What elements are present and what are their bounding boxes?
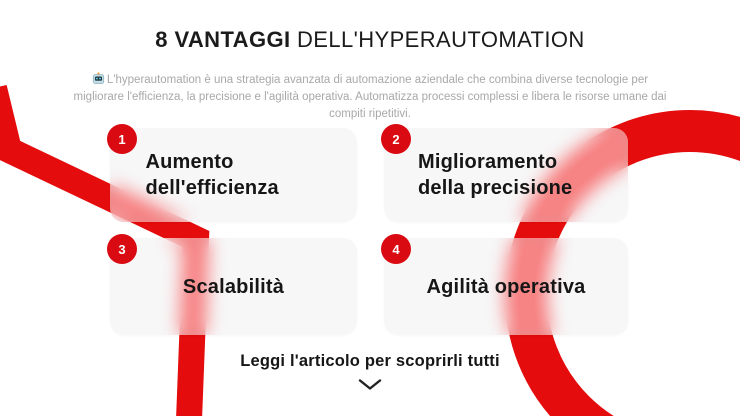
intro-text: L'hyperautomation è una strategia avanzata di automazione aziendale che combina diverse tecnologie per migliorare l'efficienza, la precisione e l'agilità operativa. Automatizza processi complessi e libera le risorse umane dai compiti ripetitivi. [73, 73, 667, 120]
chevron-down-icon[interactable] [357, 378, 383, 391]
page-title [0, 27, 740, 53]
benefit-card-1 [110, 128, 357, 222]
cta-text: Leggi l'articolo per scoprirli tutti [240, 352, 500, 370]
card-number-badge: 1 [107, 124, 137, 154]
card-label: Scalabilità [182, 275, 285, 298]
card-number-badge: 4 [381, 234, 411, 264]
robot-icon [92, 72, 105, 85]
card-label: Aumento dell'efficienza [145, 151, 279, 199]
benefit-card-2 [384, 128, 628, 222]
card-label: Miglioramento della precisione [418, 151, 573, 199]
card-number-badge: 3 [107, 234, 137, 264]
benefit-card-4 [384, 238, 628, 335]
scroll-down-control[interactable] [0, 378, 740, 391]
benefit-card-3 [110, 238, 357, 335]
title-emphasis: 8 VANTAGGI [155, 27, 291, 52]
card-label: Agilità operativa [426, 275, 586, 298]
intro-paragraph [70, 72, 670, 123]
title-rest: DELL'HYPERAUTOMATION [290, 27, 585, 52]
card-number-badge: 2 [381, 124, 411, 154]
